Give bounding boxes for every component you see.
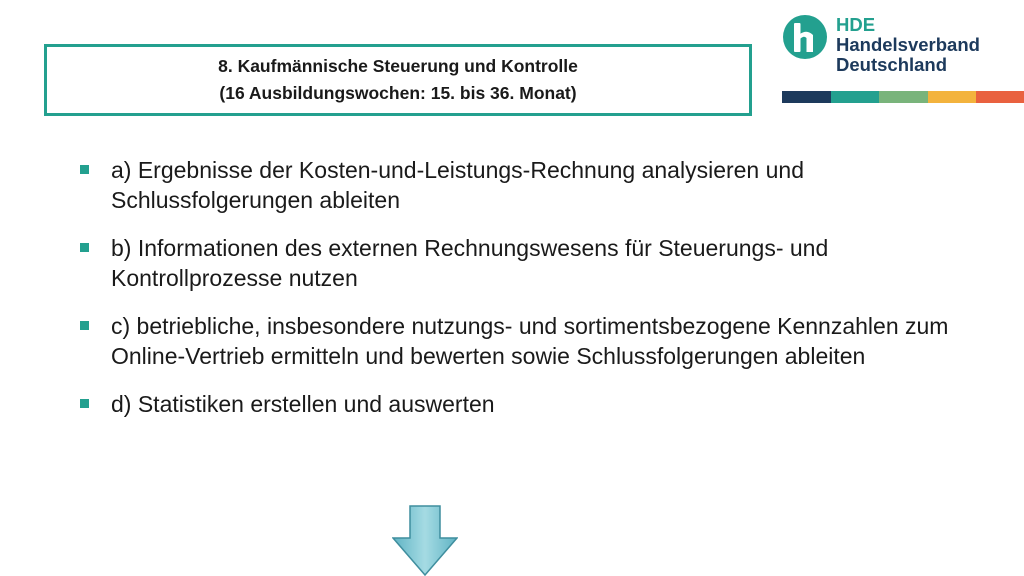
stripe-yellow — [928, 91, 977, 103]
list-item-text: a) Ergebnisse der Kosten-und-Leistungs-Rechnung analysieren und Schlussfolgerungen ableiten — [111, 157, 804, 213]
hde-logo — [780, 12, 1024, 107]
logo-line-2: Deutschland — [836, 54, 948, 75]
logo-color-stripes — [782, 91, 1024, 103]
list-item-text: b) Informationen des externen Rechnungswesens für Steuerungs- und Kontrollprozesse nutzen — [111, 235, 829, 291]
arrow-down-icon — [392, 505, 458, 576]
logo-abbr: HDE — [836, 14, 876, 35]
list-item — [76, 155, 956, 215]
square-bullet-icon — [80, 321, 89, 330]
stripe-orange — [976, 91, 1024, 103]
title-line-1: 8. Kaufmännische Steuerung und Kontrolle — [218, 56, 578, 76]
list-item — [76, 233, 956, 293]
list-item-text: c) betriebliche, insbesondere nutzungs- und sortimentsbezogene Kennzahlen zum Online-Vertrieb ermitteln und bewerten sowie Schlussfolgerungen ableiten — [111, 313, 949, 369]
square-bullet-icon — [80, 243, 89, 252]
hde-logo-icon — [782, 14, 828, 60]
stripe-navy — [782, 91, 831, 103]
list-item — [76, 389, 956, 419]
title-line-2: (16 Ausbildungswochen: 15. bis 36. Monat) — [219, 83, 577, 103]
list-item — [76, 311, 956, 371]
title-box — [44, 44, 752, 116]
stripe-green — [879, 91, 928, 103]
logo-line-1: Handelsverband — [836, 34, 980, 55]
square-bullet-icon — [80, 399, 89, 408]
list-item-text: d) Statistiken erstellen und auswerten — [111, 391, 495, 417]
stripe-teal — [831, 91, 880, 103]
bullet-list — [76, 155, 956, 437]
square-bullet-icon — [80, 165, 89, 174]
logo-text — [836, 15, 980, 75]
